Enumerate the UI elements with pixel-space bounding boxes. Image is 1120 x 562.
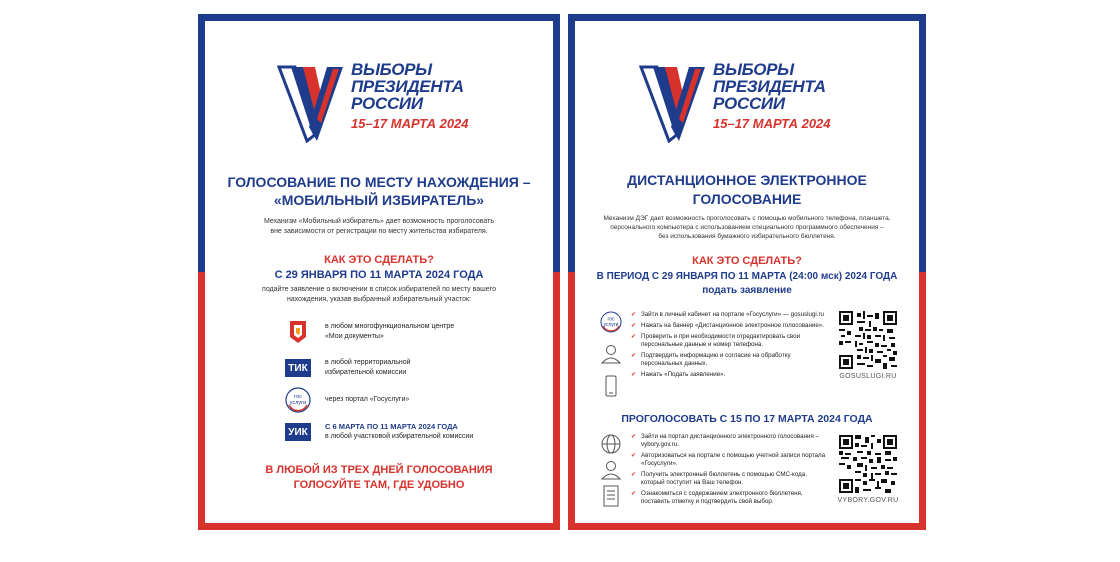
gosuslugi-icon xyxy=(599,311,623,333)
method-uik xyxy=(285,419,525,449)
smartphone-icon xyxy=(599,375,623,397)
method-tik xyxy=(285,355,525,385)
election-logo xyxy=(639,61,859,151)
qr-code-gosuslugi[interactable] xyxy=(839,311,897,369)
poster-title: ГОЛОСОВАНИЕ ПО МЕСТУ НАХОЖДЕНИЯ – «МОБИЛЬНЫЙ ИЗБИРАТЕЛЬ» xyxy=(227,174,531,208)
gosuslugi-icon xyxy=(285,387,311,413)
step-item: ✔ Подтвердить информацию и согласие на обработку персональных данных. xyxy=(631,352,831,368)
step-item: ✔ Зайти в личный кабинет на портале «Госуслуги» — gosuslugi.ru xyxy=(631,311,831,319)
uik-badge: УИК xyxy=(285,423,311,441)
logo-dates: 15–17 МАРТА 2024 xyxy=(713,116,831,131)
v-flag-logo-icon xyxy=(277,63,349,143)
qr-code-vybory[interactable] xyxy=(839,435,897,493)
step-item: ✔ Нажать на баннер «Дистанционное электронное голосование». xyxy=(631,322,831,330)
ballot-icon xyxy=(599,485,623,507)
gos-logo-text-1: гос xyxy=(294,394,302,400)
logo-dates: 15–17 МАРТА 2024 xyxy=(351,116,469,131)
poster-description: Механизм ДЭГ дает возможность проголосовать с помощью мобильного телефона, планшета, персонального компьютера с использованием специального программного обеспечения – без использования бумажного избирательного бюллетеня. xyxy=(603,215,891,240)
poster-paper xyxy=(575,21,919,523)
vote-heading: ПРОГОЛОСОВАТЬ С 15 ПО 17 МАРТА 2024 ГОДА xyxy=(621,413,873,425)
period-subheading: подать заявление xyxy=(702,285,792,296)
mfc-icon xyxy=(285,319,311,345)
period-heading: В ПЕРИОД С 29 ЯНВАРЯ ПО 11 МАРТА (24:00 мск) 2024 ГОДА xyxy=(596,271,898,282)
v-flag-logo-icon xyxy=(639,63,711,143)
poster-title: ДИСТАНЦИОННОЕ ЭЛЕКТРОННОЕ ГОЛОСОВАНИЕ xyxy=(627,172,867,207)
gos-logo-text-2: услуги xyxy=(603,322,619,328)
voting-steps xyxy=(631,433,831,509)
logo-title: ВЫБОРЫ ПРЕЗИДЕНТА РОССИИ xyxy=(713,60,826,113)
step-item: ✔ Проверить и при необходимости отредактировать свои персональные данные и номер телефона. xyxy=(631,333,831,349)
step-item: ✔ Ознакомиться с содержанием электронного бюллетеня, поставить отметку и подтвердить свой выбор. xyxy=(631,490,831,506)
step-item: ✔ Зайти на портал дистанционного электронного голосования – vybory.gov.ru. xyxy=(631,433,831,449)
method-gosuslugi xyxy=(285,387,525,417)
qr-label-vybory: VYBORY.GOV.RU xyxy=(837,497,899,504)
election-logo xyxy=(277,61,497,151)
method-gosuslugi-text: через портал «Госуслуги» xyxy=(325,396,410,403)
period-heading: С 29 ЯНВАРЯ ПО 11 МАРТА 2024 ГОДА xyxy=(274,269,484,281)
method-mfc xyxy=(285,319,525,349)
gos-logo-text-2: услуги xyxy=(289,400,307,406)
step-item: ✔ Авторизоваться на портале с помощью учетной записи портала «Госуслуги». xyxy=(631,452,831,468)
gos-logo-text-1: гос xyxy=(607,316,615,323)
poster-description: Механизм «Мобильный избиратель» дает возможность проголосовать вне зависимости от регистрации по месту жительства избирателя. xyxy=(263,218,495,235)
step-item: ✔ Нажать «Подать заявление». xyxy=(631,371,831,379)
how-heading: КАК ЭТО СДЕЛАТЬ? xyxy=(692,255,802,267)
uik-badge-wrap xyxy=(285,419,311,445)
tik-badge: ТИК xyxy=(285,359,311,377)
user-icon xyxy=(599,459,623,481)
step-item: ✔ Получить электронный бюллетень с помощью СМС-кода, который поступит на Ваш телефон. xyxy=(631,471,831,487)
method-uik-text: С 6 МАРТА ПО 11 МАРТА 2024 ГОДА в любой участковой избирательной комиссии xyxy=(325,422,474,440)
qr-label-gosuslugi: GOSUSLUGI.RU xyxy=(839,373,897,380)
poster-mobile-voter xyxy=(198,14,560,530)
poster-remote-voting xyxy=(568,14,926,530)
how-heading: КАК ЭТО СДЕЛАТЬ? xyxy=(324,254,434,266)
instructions: подайте заявление о включении в список избирателей по месту вашего нахождения, указав выбранный избирательный участок: xyxy=(262,286,496,303)
tik-badge-wrap xyxy=(285,355,311,381)
method-tik-text: в любой территориальной избирательной комиссии xyxy=(325,359,411,376)
footer-call: В ЛЮБОЙ ИЗ ТРЕХ ДНЕЙ ГОЛОСОВАНИЯ ГОЛОСУЙТЕ ТАМ, ГДЕ УДОБНО xyxy=(265,464,493,491)
user-icon xyxy=(599,343,623,365)
globe-icon xyxy=(599,433,623,455)
logo-title: ВЫБОРЫ ПРЕЗИДЕНТА РОССИИ xyxy=(351,60,464,113)
application-steps xyxy=(631,311,831,382)
method-mfc-text: в любом многофункциональном центре «Мои документы» xyxy=(325,323,455,340)
poster-paper xyxy=(205,21,553,523)
